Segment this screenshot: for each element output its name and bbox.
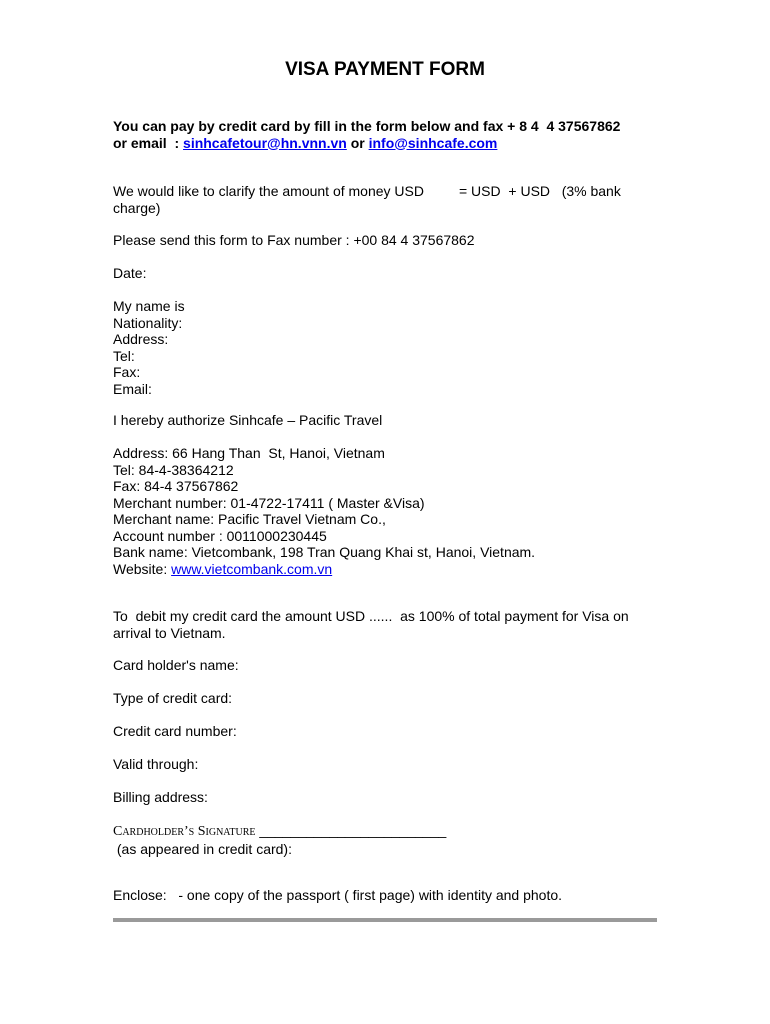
tel-label: Tel:: [113, 347, 135, 364]
website-line: [113, 561, 653, 578]
bank-name: Bank name: Vietcombank, 198 Tran Quang Khai st, Hanoi, Vietnam.: [113, 544, 536, 560]
merchant-info-block: [113, 445, 653, 577]
website-label: Website:: [113, 560, 172, 577]
signature-blank: ________________________: [255, 822, 447, 838]
footer-divider: [113, 918, 657, 922]
enclose-block: [113, 887, 653, 904]
my-name-label: My name is: [113, 298, 185, 314]
intro-block: [113, 118, 653, 151]
debit-block: [113, 608, 653, 641]
card-holder-block: [113, 657, 653, 674]
valid-through-label: Valid through:: [113, 756, 199, 772]
email-link-sinhcafetour[interactable]: sinhcafetour@hn.vnn.vn: [183, 134, 347, 151]
signature-label: Cardholder’s Signature: [113, 824, 256, 839]
merchant-fax: Fax: 84-4 37567862: [113, 478, 239, 494]
merchant-name: Merchant name: Pacific Travel Vietnam Co.,: [113, 511, 386, 527]
clarify-line-1: We would like to clarify the amount of money USD = USD + USD (3% bank: [113, 183, 621, 199]
card-holder-label: Card holder's name:: [113, 657, 239, 673]
signature-block: [113, 822, 653, 857]
account-number: Account number : 0011000230445: [113, 527, 327, 544]
intro-line: You can pay by credit card by fill in the form below and fax + 8 4 4 37567862: [113, 118, 621, 134]
merchant-number: Merchant number: 01-4722-17411 ( Master &Visa): [113, 494, 425, 511]
page-title: VISA PAYMENT FORM: [285, 59, 485, 80]
nationality-label: Nationality:: [113, 314, 183, 331]
date-label: Date:: [113, 265, 147, 281]
email-or-text: or: [346, 134, 369, 151]
card-type-label: Type of credit card:: [113, 690, 233, 706]
date-block: [113, 265, 653, 282]
personal-info-block: [113, 298, 653, 397]
clarify-block: [113, 183, 653, 216]
authorize-text: I hereby authorize Sinhcafe – Pacific Travel: [113, 412, 383, 428]
email-label: Email:: [113, 380, 152, 397]
signature-line: [113, 822, 653, 841]
authorize-block: [113, 412, 653, 429]
merchant-tel: Tel: 84-4-38364212: [113, 461, 234, 478]
email-prefix: or email :: [113, 134, 184, 151]
clarify-line-2: charge): [113, 199, 161, 216]
signature-note: (as appeared in credit card):: [113, 840, 292, 857]
fax-block: [113, 232, 653, 249]
intro-email-line: [113, 135, 653, 152]
enclose-text: Enclose: - one copy of the passport ( first page) with identity and photo.: [113, 887, 563, 903]
billing-address-label: Billing address:: [113, 789, 208, 805]
card-number-block: [113, 723, 653, 740]
valid-through-block: [113, 756, 653, 773]
merchant-address: Address: 66 Hang Than St, Hanoi, Vietnam: [113, 445, 385, 461]
debit-line-2: arrival to Vietnam.: [113, 624, 226, 641]
fax-label: Fax:: [113, 364, 141, 380]
email-link-info[interactable]: info@sinhcafe.com: [368, 134, 498, 151]
address-label: Address:: [113, 331, 169, 347]
debit-line-1: To debit my credit card the amount USD ...... as 100% of total payment for Visa on: [113, 608, 629, 624]
card-number-label: Credit card number:: [113, 723, 237, 739]
card-type-block: [113, 690, 653, 707]
billing-address-block: [113, 789, 653, 806]
website-link[interactable]: www.vietcombank.com.vn: [171, 560, 333, 577]
fax-instruction: Please send this form to Fax number : +00 84 4 37567862: [113, 232, 475, 248]
